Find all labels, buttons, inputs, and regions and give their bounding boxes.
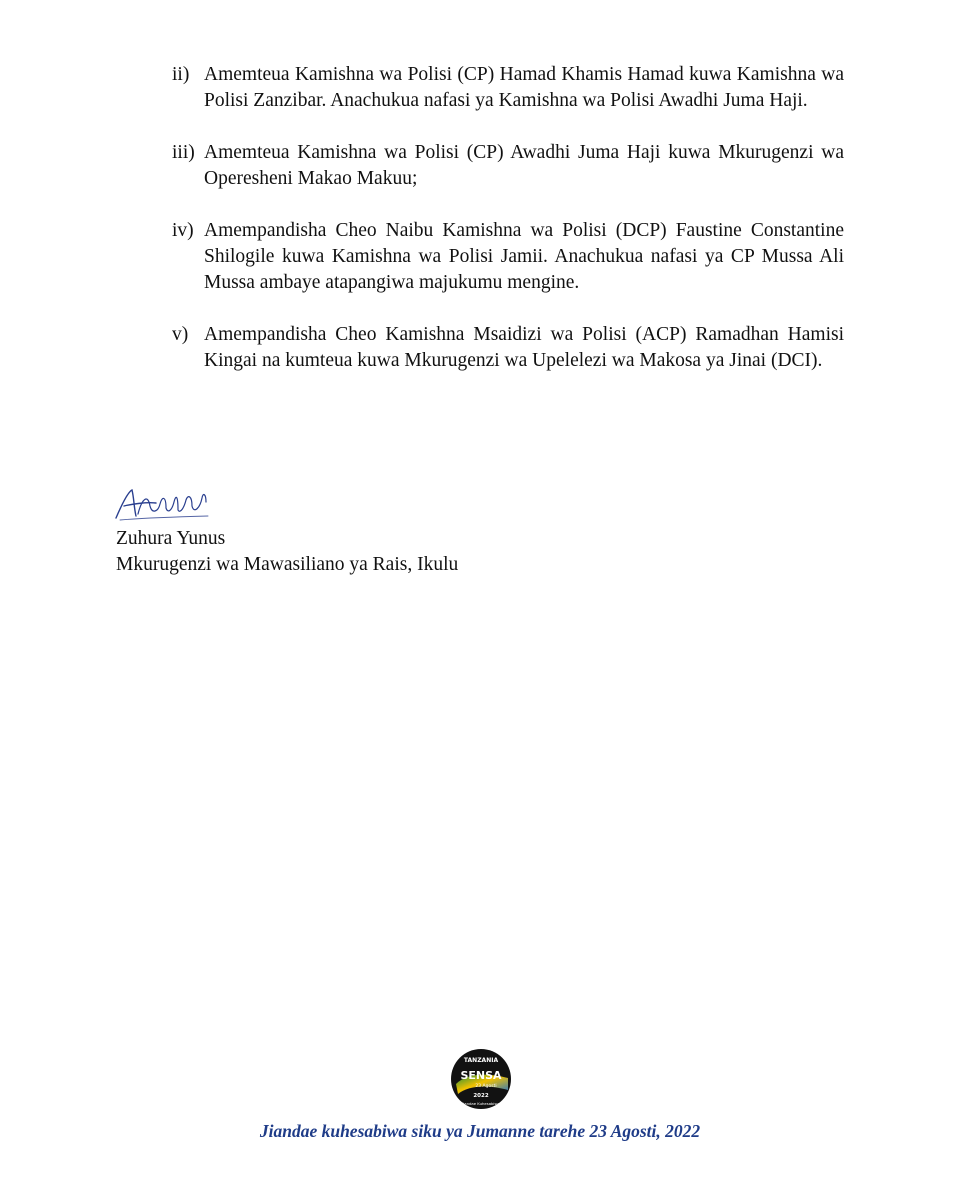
item-text: Amemteua Kamishna wa Polisi (CP) Hamad Khamis Hamad kuwa Kamishna wa Polisi Zanzibar. Anachukua nafasi ya Kamishna wa Polisi Awadhi Juma Haji.: [204, 64, 844, 111]
signatory-block: [116, 526, 458, 578]
logo-tagline: Jiandae Kuhesabiwa: [462, 1101, 500, 1106]
list-item: [172, 140, 844, 192]
item-number: iii): [172, 142, 195, 163]
logo-country: TANZANIA: [463, 1057, 499, 1064]
item-number: v): [172, 324, 189, 345]
list-item: [172, 62, 844, 114]
handwritten-signature: [112, 484, 212, 524]
item-number: ii): [172, 64, 190, 85]
signatory-name: Zuhura Yunus: [116, 528, 226, 549]
logo-date: 23 Agosti: [475, 1084, 497, 1089]
list-item: [172, 322, 844, 374]
logo-year: 2022: [473, 1093, 489, 1099]
logo-brand: SENSA: [460, 1069, 502, 1082]
item-text: Amempandisha Cheo Naibu Kamishna wa Polisi (DCP) Faustine Constantine Shilogile kuwa Kamishna wa Polisi Jamii. Anachukua nafasi ya CP Mussa Ali Mussa ambaye atapangiwa majukumu mengine.: [204, 220, 844, 293]
signatory-title: Mkurugenzi wa Mawasiliano ya Rais, Ikulu: [116, 554, 459, 575]
item-text: Amempandisha Cheo Kamishna Msaidizi wa Polisi (ACP) Ramadhan Hamisi Kingai na kumteua kuwa Mkurugenzi wa Upelelezi wa Makosa ya Jinai (DCI).: [204, 324, 844, 371]
footer-slogan: Jiandae kuhesabiwa siku ya Jumanne tarehe 23 Agosti, 2022: [259, 1121, 701, 1141]
item-number: iv): [172, 220, 194, 241]
appointments-list: [172, 62, 844, 400]
census-logo: [450, 1048, 512, 1110]
list-item: [172, 218, 844, 296]
item-text: Amemteua Kamishna wa Polisi (CP) Awadhi Juma Haji kuwa Mkurugenzi wa Operesheni Makao Makuu;: [204, 142, 844, 189]
